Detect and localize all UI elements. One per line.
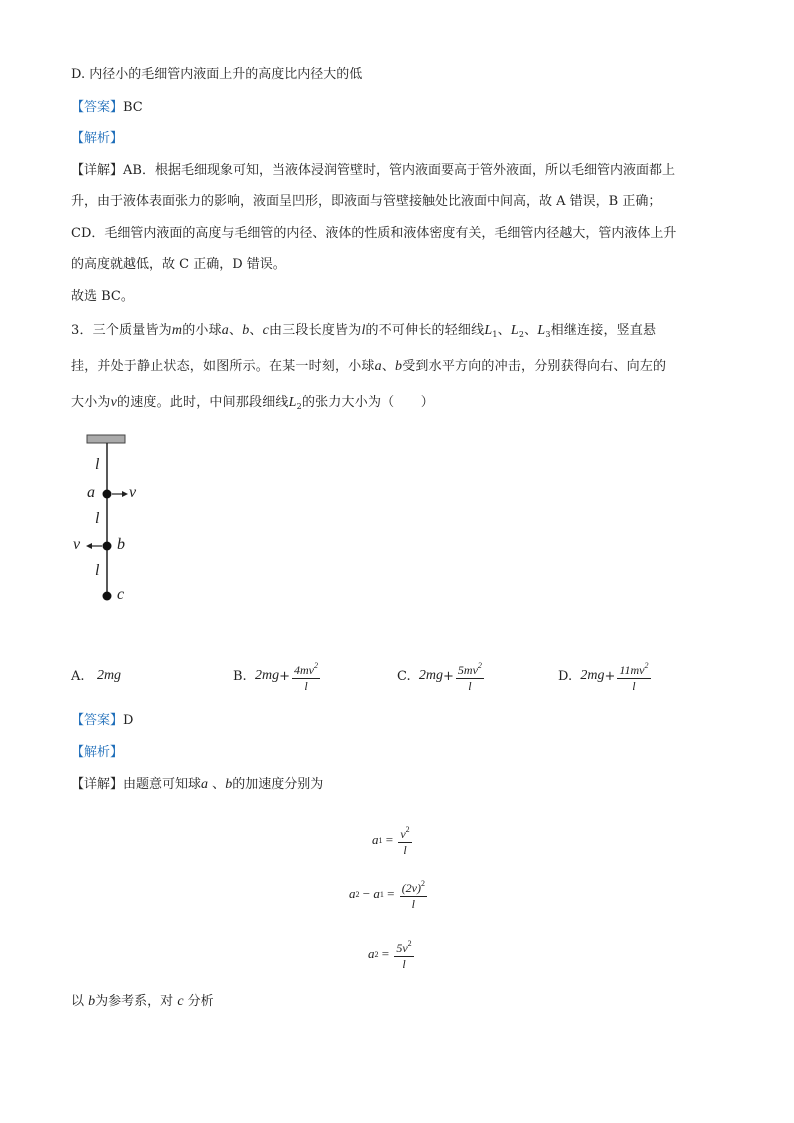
option-d[interactable]: D. 2mg + $\frac{11mv^2}{l}$ <box>558 658 653 694</box>
option-a[interactable]: A. 2mg <box>71 668 122 684</box>
fig-label-v-right: v <box>129 484 137 501</box>
fig-label-v-left: v <box>73 536 81 553</box>
fig-label-a: a <box>87 484 95 501</box>
velocity-arrowhead-a <box>122 491 128 497</box>
fig-label-l3: l <box>95 562 100 579</box>
ball-b <box>103 542 112 551</box>
final-line: 以 b为参考系，对 c 分析 <box>71 994 214 1009</box>
question-3-line-1: 3．三个质量皆为m的小球a、b、c由三段长度皆为l的不可伸长的轻细线$L_1$、$L_2$、$L_3$相继连接，竖直悬 <box>71 323 657 339</box>
detail-line-2: 升，由于液体表面张力的影响，液面呈凹形，即液面与管壁接触处比液面中间高，故 A 错误，B 正确； <box>71 194 662 209</box>
option-c-fraction: $\frac{5mv^2}{l}$ <box>456 658 484 694</box>
option-c[interactable]: C. 2mg + $\frac{5mv^2}{l}$ <box>397 658 486 694</box>
answer-value: D <box>123 713 134 728</box>
option-d-fraction: $\frac{11mv^2}{l}$ <box>617 658 650 694</box>
question-3-line-3: 大小为v的速度。此时，中间那段细线$L_2$的张力大小为（ ） <box>71 395 434 411</box>
equation-3: a 2 = $\frac{5v^2}{l}$ <box>368 936 416 972</box>
detail-line-1: 【详解】AB．根据毛细现象可知，当液体浸润管壁时，管内液面要高于管外液面，所以毛细管内液面都上 <box>71 163 675 178</box>
option-b[interactable]: B. 2mg + $\frac{4mv^2}{l}$ <box>233 658 322 694</box>
answer-line <box>71 712 133 730</box>
ceiling-support <box>87 435 125 443</box>
fig-label-l2: l <box>95 510 100 527</box>
equation-1: a 1 = $\frac{v^2}{l}$ <box>372 822 414 858</box>
conclusion-prev: 故选 BC。 <box>71 289 134 304</box>
answer-tag: 【答案】 <box>71 100 124 115</box>
solution-detail-line: 【详解】由题意可知球a 、b的加速度分别为 <box>71 777 324 792</box>
fig-label-c: c <box>117 586 125 603</box>
detail-line-4: 的高度就越低，故 C 正确，D 错误。 <box>71 257 286 272</box>
answer-value: BC <box>123 100 143 115</box>
velocity-arrowhead-b <box>86 543 92 549</box>
option-b-fraction: $\frac{4mv^2}{l}$ <box>292 658 320 694</box>
answer-line-prev <box>71 99 143 117</box>
analysis-tag: 【解析】 <box>71 745 124 760</box>
fig-label-l1: l <box>95 456 100 473</box>
analysis-tag-prev: 【解析】 <box>71 131 124 146</box>
answer-tag: 【答案】 <box>71 713 124 728</box>
ball-c <box>103 592 112 601</box>
detail-line-3: CD．毛细管内液面的高度与毛细管的内径、液体的性质和液体密度有关，毛细管内径越大，管内液体上升 <box>71 226 677 241</box>
option-d-prev: D. 内径小的毛细管内液面上升的高度比内径大的低 <box>71 67 363 82</box>
ball-a <box>103 490 112 499</box>
fig-label-b: b <box>117 536 125 553</box>
equation-2: a 2 − a 1 = $\frac{(2v)^2}{l}$ <box>349 876 429 912</box>
question-3-line-2: 挂，并处于静止状态，如图所示。在某一时刻，小球a、b受到水平方向的冲击，分别获得向右、向左的 <box>71 359 667 374</box>
pendulum-figure <box>60 428 160 613</box>
